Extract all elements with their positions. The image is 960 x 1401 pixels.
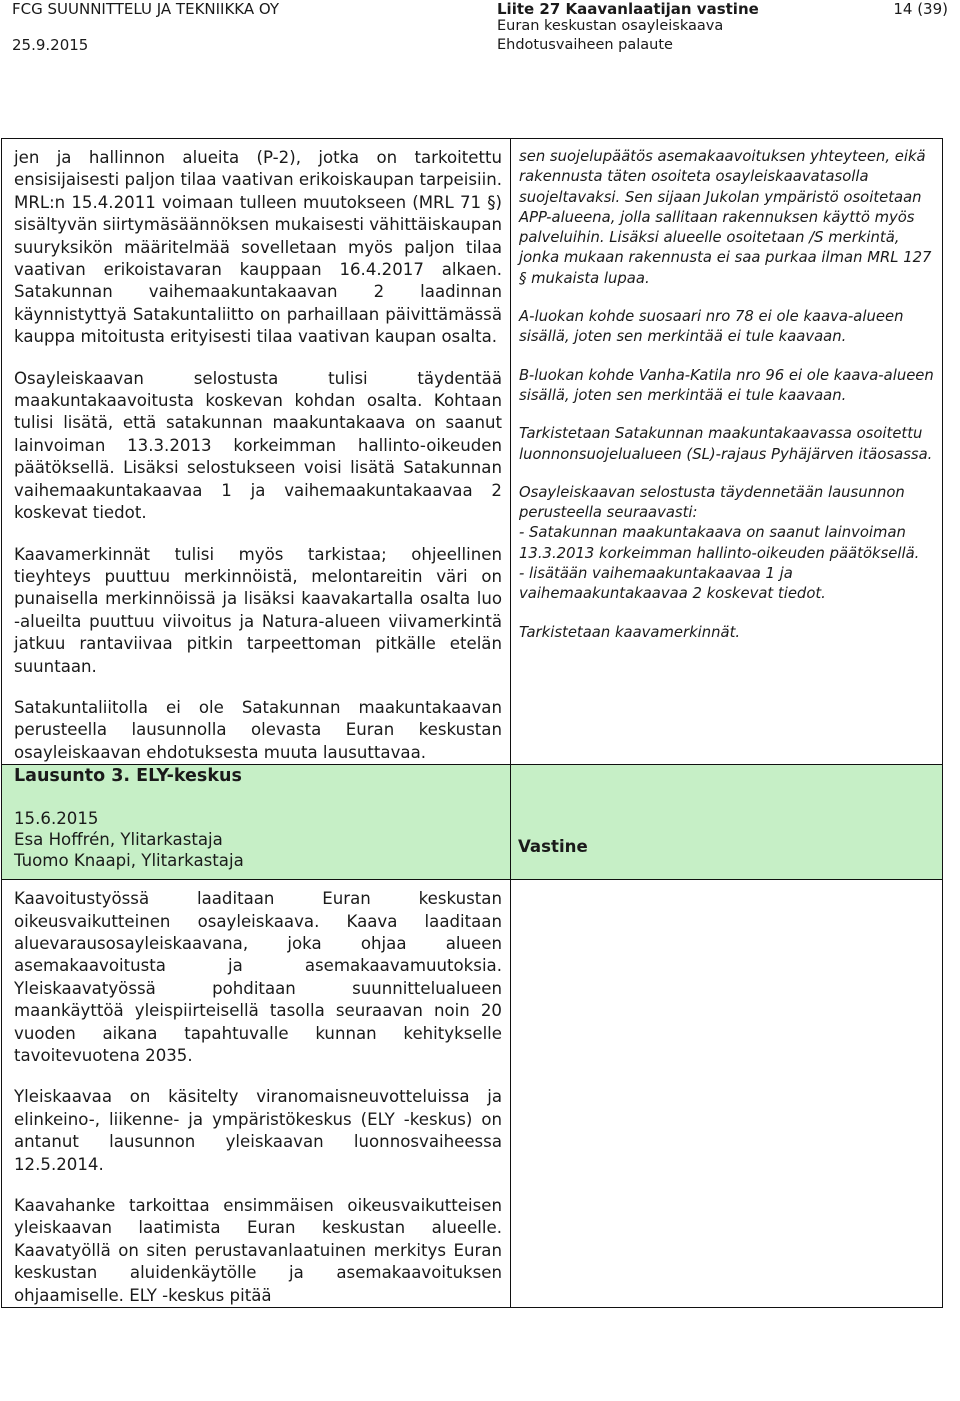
- phase-title: Ehdotusvaiheen palaute: [497, 37, 673, 53]
- statement-cell: [2, 880, 511, 1308]
- response-paragraph: B-luokan kohde Vanha-Katila nro 96 ei ole kaava-alueen sisällä, joten sen merkintää ei tule kaavaan.: [519, 366, 934, 404]
- statement-date: 15.6.2015: [14, 809, 99, 829]
- statement-paragraph: jen ja hallinnon alueita (P-2), jotka on tarkoitettu ensisijaisesti paljon tilaa vaativan erikoiskaupan tarpeisiin. MRL:n 15.4.2011 voimaan tulleen muutokseen (MRL 71 §) sisältyvän siirtymäsäännöksen mukaisesti vähittäiskaupan suuryksikön määritelmää sovelletaan myös paljon tilaa vaativan erikoistavaran kauppaan 16.4.2017 alkaen. Satakunnan vaihemaakuntakaavan 2 laadinnan käynnistyttyä Satakuntaliitto on parhaillaan päivittämässä kauppa mitoitusta erityisesti tilaa vaativan kaupan osalta.: [14, 148, 503, 347]
- statement-paragraph: Satakuntaliitolla ei ole Satakunnan maakuntakaavan perusteella lausunnolla olevasta Euran keskustan osayleiskaavan ehdotuksesta muuta lausuttavaa.: [14, 697, 502, 762]
- statement-title: Lausunto 3. ELY-keskus: [14, 766, 242, 787]
- plan-name: Euran keskustan osayleiskaava: [497, 18, 724, 34]
- signer-name: Tuomo Knaapi, Ylitarkastaja: [14, 851, 244, 871]
- document-date: 25.9.2015: [12, 36, 89, 54]
- response-paragraph: A-luokan kohde suosaari nro 78 ei ole kaava-alueen sisällä, joten sen merkintää ei tule kaavaan.: [519, 308, 904, 346]
- table-row: [2, 765, 943, 880]
- statement-paragraph: Kaavamerkinnät tulisi myös tarkistaa; ohjeellinen tieyhteys puuttuu merkinnöistä, melontareitin väri on punaisella merkinnöissä ja lisäksi kaavakartalla osalta luo -alueilta puuttuu viivoitus ja Natura-alueen viivamerkintä jatkuu rantaviivaa pitkin tarpeettoman pitkälle etelän suuntaan.: [14, 544, 502, 676]
- statement-paragraph: Kaavoitustyössä laaditaan Euran keskustan oikeusvaikutteinen osayleiskaava. Kaava laaditaan aluevarausosayleiskaavana, joka ohjaa alueen asemakaavoitusta ja asemakaavamuutoksia. Yleiskaavatyössä pohditaan suunnittelualueen maankäyttöä yleispiirteisellä tasolla seuraavan noin 20 vuoden aikana tapahtuvalle kunnan kehitykselle tavoitevuotena 2035.: [14, 889, 502, 1065]
- attachment-title: Liite 27 Kaavanlaatijan vastine: [497, 0, 759, 18]
- response-paragraph: sen suojelupäätös asemakaavoituksen yhteyteen, eikä rakennusta täten osoiteta osayleiskaavatasolla suojeltavaksi. Sen sijaan Jukolan ympäristö osoitetaan APP-alueena, jolla sallitaan rakennuksen käyttö myös palveluihin. Lisäksi alueelle osoitetaan /S merkintä, jonka mukaan rakennusta ei saa purkaa ilman MRL 127 § mukaista lupaa.: [519, 148, 932, 287]
- company-name: FCG SUUNNITTELU JA TEKNIIKKA OY: [12, 0, 280, 18]
- response-cell: [511, 880, 943, 1308]
- statement-cell: [2, 139, 511, 765]
- signer-name: Esa Hoffrén, Ylitarkastaja: [14, 830, 223, 850]
- response-list-item: - lisätään vaihemaakuntakaavaa 1 ja vaihemaakuntakaavaa 2 koskevat tiedot.: [519, 565, 826, 603]
- response-paragraph: Tarkistetaan Satakunnan maakuntakaavassa osoitettu luonnonsuojelualueen (SL)-rajaus Pyhäjärven itäosassa.: [519, 425, 933, 463]
- response-list-intro: Osayleiskaavan selostusta täydennetään lausunnon perusteella seuraavasti:: [519, 483, 905, 522]
- response-header-cell: [511, 765, 943, 880]
- statement-paragraph: Kaavahanke tarkoittaa ensimmäisen oikeusvaikutteisen yleiskaavan laatimista Euran keskustan alueelle. Kaavatyöllä on siten perustavanlaatuinen merkitys Euran keskustan aluidenkäytölle ja asemakaavoituksen ohjaamiselle. ELY -keskus pitää: [14, 1196, 502, 1305]
- response-title: Vastine: [518, 837, 588, 857]
- statement-header-cell: [2, 765, 511, 880]
- feedback-table: [1, 138, 943, 1308]
- response-paragraph: Tarkistetaan kaavamerkinnät.: [519, 623, 741, 641]
- statement-paragraph: Osayleiskaavan selostusta tulisi täydentää maakuntakaavoitusta koskevan kohdan osalta. Kohtaan tulisi lisätä, että satakunnan maakuntakaava on saanut lainvoiman 13.3.2013 korkeimman hallinto-oikeuden päätöksellä. Lisäksi selostukseen voisi lisätä Satakunnan vaihemaakuntakaavaa 1 ja vaihemaakuntakaavaa 2 koskevat tiedot.: [14, 368, 502, 523]
- response-cell: [511, 139, 943, 765]
- table-row: [2, 139, 943, 765]
- table-row: [2, 880, 943, 1308]
- statement-paragraph: Yleiskaavaa on käsitelty viranomaisneuvotteluissa ja elinkeino-, liikenne- ja ympäristökeskus (ELY -keskus) on antanut lausunnon yleiskaavan luonnosvaiheessa 12.5.2014.: [14, 1087, 502, 1174]
- response-list-item: - Satakunnan maakuntakaava on saanut lainvoiman 13.3.2013 korkeimman hallinto-oikeuden päätöksellä.: [519, 524, 920, 562]
- page-number: 14 (39): [893, 0, 948, 18]
